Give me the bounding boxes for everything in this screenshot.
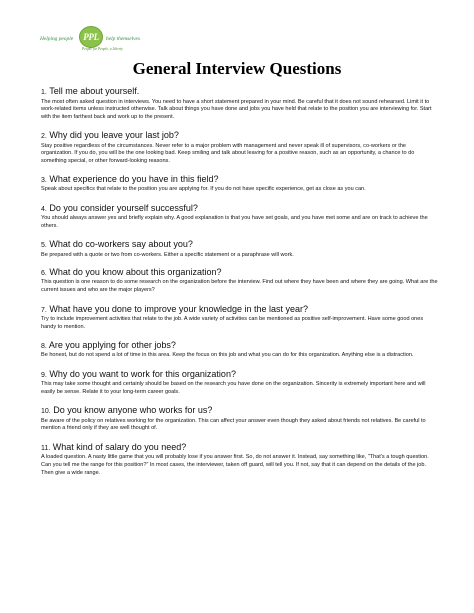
answer-text: Be honest, but do not spend a lot of time in this area. Keep the focus on this job and what you can do for this organization. Anything else is a distraction.: [41, 352, 414, 359]
answer-text: The most often asked question in interviews. You need to have a short statement prepared in your mind. Be careful that it does not sound rehearsed. Limit it to work-related items unless instructed otherwise. Talk about things you have done and jobs you have held that relate to the position you are interviewing for. Start with the item farthest back and work up to the present.: [41, 98, 432, 120]
answer-text: Be aware of the policy on relatives working for the organization. This can affect your answer even though they asked about friends not relatives. Be careful to mention a friend only if they are well thought of.: [41, 417, 426, 432]
question-heading: [41, 304, 439, 316]
question-item: [41, 174, 439, 194]
question-text: Do you consider yourself successful?: [49, 202, 198, 213]
question-number: 3.: [41, 176, 47, 184]
question-item: [41, 369, 439, 397]
answer-text: Try to include improvement activities that relate to the job. A wide variety of activities can be mentioned as positive self-improvement. Have some good ones handy to mention.: [41, 316, 424, 330]
question-heading: [41, 130, 439, 142]
question-heading: [41, 369, 439, 381]
answer-text: A loaded question. A nasty little game that you will probably lose if you answer first. So, do not answer it. Instead, say something like, “That’s a tough question. Can you tell me the range for this position?” In most cases, the interviewer, taken off guard, will tell you. If not, say that it can depend on the details of the job. Then give a wide range.: [41, 454, 429, 476]
logo-left-text: Helping people: [40, 36, 74, 42]
question-number: 5.: [41, 242, 47, 250]
ppl-logo-mark: [79, 26, 103, 48]
question-list: [41, 86, 439, 477]
question-text: Tell me about yourself.: [49, 86, 140, 96]
question-heading: [41, 405, 439, 417]
question-heading: [41, 239, 439, 251]
question-item: [41, 203, 439, 231]
question-number: 2.: [41, 133, 47, 141]
question-item: [41, 340, 439, 360]
logo-right-text: help themselves: [106, 36, 140, 42]
question-item: [41, 442, 439, 477]
question-number: 9.: [41, 371, 47, 379]
question-heading: [41, 442, 439, 454]
ppl-logo: [40, 26, 210, 56]
answer-text: Speak about specifics that relate to the position you are applying for. If you do not have specific experience, get as close as you can.: [41, 186, 366, 193]
question-heading: [41, 174, 439, 186]
question-item: [41, 239, 439, 259]
question-text: What do co-workers say about you?: [49, 239, 193, 250]
answer-text: Be prepared with a quote or two from co-workers. Either a specific statement or a paraphrase will work.: [41, 251, 294, 258]
question-item: [41, 130, 439, 165]
logo-mark-text: PPL: [83, 32, 99, 42]
question-item: [41, 405, 439, 433]
question-number: 4.: [41, 205, 47, 213]
question-number: 7.: [41, 306, 47, 314]
question-item: [41, 267, 439, 295]
question-text: What have you done to improve your knowledge in the last year?: [49, 303, 309, 314]
question-text: Why do you want to work for this organization?: [49, 368, 236, 379]
answer-text: Stay positive regardless of the circumstances. Never refer to a major problem with management and never speak ill of supervisors, co-workers or the organization. If you do, you will be the one looking bad. Keep smiling and talk about leaving for a positive reason, such as an opportunity, a chance to do something special, or other forward-looking reasons.: [41, 142, 415, 164]
logo-tagline: People for People, a Liberty: [82, 47, 123, 51]
page-title: General Interview Questions: [132, 59, 342, 78]
question-heading: [41, 267, 439, 279]
question-text: Are you applying for other jobs?: [48, 339, 176, 350]
answer-text: This question is one reason to do some research on the organization before the interview. Find out where they have been and where they are going. What are the current issues and who are the major players?: [41, 279, 438, 294]
question-heading: [41, 203, 439, 215]
question-number: 8.: [41, 342, 47, 350]
question-text: What kind of salary do you need?: [52, 441, 187, 452]
question-text: Why did you leave your last job?: [49, 130, 179, 141]
question-number: 1.: [41, 89, 47, 96]
question-heading: [41, 86, 439, 98]
question-number: 6.: [41, 269, 47, 277]
question-text: What do you know about this organization?: [49, 266, 222, 277]
answer-text: You should always answer yes and briefly explain why. A good explanation is that you have set goals, and you have met some and are on track to achieve the others.: [41, 215, 428, 229]
question-item: [41, 304, 439, 332]
answer-text: This may take some thought and certainly should be based on the research you have done on the organization. Sincerity is extremely important here and will easily be sense. Relate it to your long-term career goals.: [41, 381, 426, 395]
question-heading: [41, 340, 439, 352]
question-text: Do you know anyone who works for us?: [53, 405, 213, 416]
question-text: What experience do you have in this field?: [49, 173, 219, 184]
question-number: 10.: [41, 408, 51, 416]
question-item: [41, 86, 439, 121]
question-number: 11.: [41, 444, 51, 452]
